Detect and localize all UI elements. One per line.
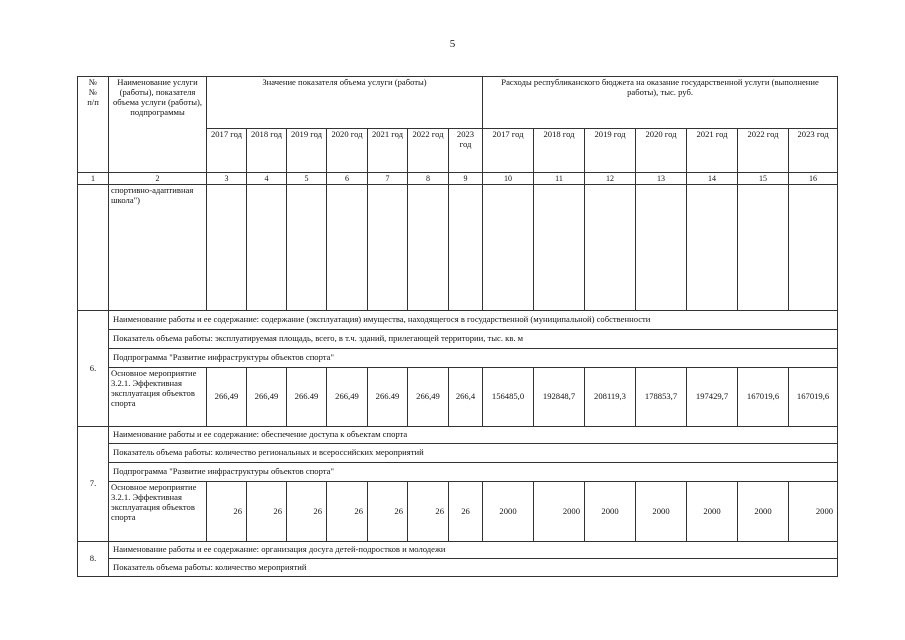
table-row [78,427,838,444]
budget-value: 197429,7 [687,368,738,427]
continuation-name: спортивно-адаптивная школа") [109,185,207,311]
table-row [78,368,838,427]
activity-name: Основное мероприятие 3.2.1. Эффективная эксплуатация объектов спорта [109,368,207,427]
volume-value: 266,49 [408,368,449,427]
subprogram: Подпрограмма "Развитие инфраструктуры объектов спорта" [109,463,838,482]
column-number: 13 [636,173,687,185]
column-number: 11 [534,173,585,185]
volume-indicator: Показатель объема работы: количество региональных и всероссийских мероприятий [109,444,838,463]
column-number: 2 [109,173,207,185]
empty-cell [78,185,109,311]
budget-value: 192848,7 [534,368,585,427]
column-number-row [78,173,838,185]
header-name: Наименование услуги (работы), показателя объема услуги (работы), подпрограммы [109,77,207,173]
budget-value: 2000 [585,482,636,542]
row-number: 6. [78,311,109,427]
table-row [78,185,838,311]
budget-value: 2000 [738,482,789,542]
work-description: Наименование работы и ее содержание: обеспечение доступа к объектам спорта [109,427,838,444]
volume-value: 266,4 [449,368,483,427]
page-number: 5 [449,38,456,50]
budget-value: 167019,6 [738,368,789,427]
year-cell: 2020 год [327,129,368,173]
column-number: 6 [327,173,368,185]
budget-value: 2000 [636,482,687,542]
year-cell: 2023 год [789,129,838,173]
table-row [78,349,838,368]
column-number: 9 [449,173,483,185]
activity-name: Основное мероприятие 3.2.1. Эффективная эксплуатация объектов спорта [109,482,207,542]
volume-value: 266,49 [207,368,247,427]
budget-value: 167019,6 [789,368,838,427]
budget-value: 2000 [483,482,534,542]
volume-indicator: Показатель объема работы: эксплуатируемая площадь, всего, в т.ч. зданий, прилегающей территории, тыс. кв. м [109,330,838,349]
volume-value: 26 [247,482,287,542]
table-row [78,330,838,349]
row-number: 7. [78,427,109,542]
column-number: 14 [687,173,738,185]
year-cell: 2018 год [247,129,287,173]
volume-value: 26 [207,482,247,542]
year-cell: 2022 год [408,129,449,173]
column-number: 16 [789,173,838,185]
column-number: 10 [483,173,534,185]
year-cell: 2017 год [483,129,534,173]
volume-value: 26 [368,482,408,542]
header-num: № № п/п [78,77,109,173]
column-number: 4 [247,173,287,185]
year-cell: 2023 год [449,129,483,173]
header-volume: Значение показателя объема услуги (работы) [207,77,483,129]
work-description: Наименование работы и ее содержание: организация досуга детей-подростков и молодежи [109,542,838,559]
budget-value: 156485,0 [483,368,534,427]
table-row [78,463,838,482]
year-cell: 2020 год [636,129,687,173]
volume-value: 266,49 [327,368,368,427]
budget-value: 178853,7 [636,368,687,427]
column-number: 12 [585,173,636,185]
budget-value: 2000 [687,482,738,542]
table-row [78,542,838,559]
year-cell: 2019 год [287,129,327,173]
services-table [77,76,838,577]
work-description: Наименование работы и ее содержание: содержание (эксплуатация) имущества, находящегося в государственной (муниципальной) собственности [109,311,838,330]
volume-value: 26 [287,482,327,542]
budget-value: 2000 [789,482,838,542]
year-cell: 2022 год [738,129,789,173]
volume-value: 266.49 [287,368,327,427]
column-number: 3 [207,173,247,185]
column-number: 15 [738,173,789,185]
year-cell: 2019 год [585,129,636,173]
volume-value: 266,49 [247,368,287,427]
volume-value: 26 [408,482,449,542]
column-number: 5 [287,173,327,185]
row-number: 8. [78,542,109,577]
table-row [78,444,838,463]
table-row [78,482,838,542]
volume-value: 26 [327,482,368,542]
year-cell: 2017 год [207,129,247,173]
table-row [78,559,838,577]
volume-value: 26 [449,482,483,542]
table-row [78,311,838,330]
year-cell: 2018 год [534,129,585,173]
volume-indicator: Показатель объема работы: количество мероприятий [109,559,838,577]
column-number: 8 [408,173,449,185]
volume-value: 266.49 [368,368,408,427]
budget-value: 208119,3 [585,368,636,427]
column-number: 1 [78,173,109,185]
header-budget: Расходы республиканского бюджета на оказание государственной услуги (выполнение работы), тыс. руб. [483,77,838,129]
budget-value: 2000 [534,482,585,542]
year-cell: 2021 год [368,129,408,173]
year-cell: 2021 год [687,129,738,173]
column-number: 7 [368,173,408,185]
subprogram: Подпрограмма "Развитие инфраструктуры объектов спорта" [109,349,838,368]
